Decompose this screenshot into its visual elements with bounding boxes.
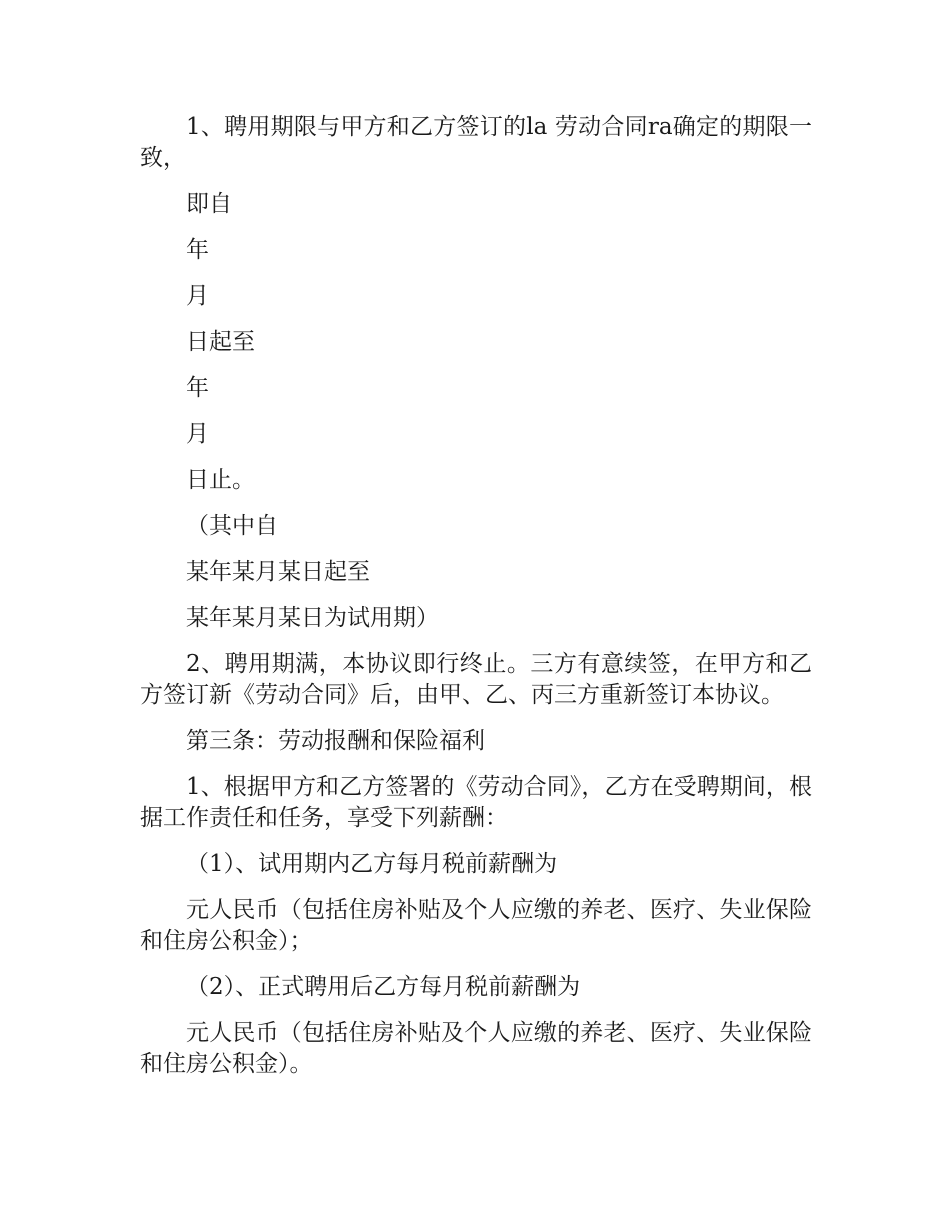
pay-item-paragraph: （2）、正式聘用后乙方每月税前薪酬为 [186, 974, 581, 1000]
date-fragment: 月 [186, 283, 209, 309]
clause-term-paragraph: 1、聘用期限与甲方和乙方签订的la 劳动合同ra确定的期限一致， [140, 114, 812, 171]
pay-detail-paragraph: 元人民币（包括住房补贴及个人应缴的养老、医疗、失业保险和住房公积金）。 [140, 1020, 812, 1077]
document-body [140, 112, 812, 1095]
clause-pay-paragraph: 1、根据甲方和乙方签署的《劳动合同》，乙方在受聘期间，根据工作责任和任务，享受下列薪酬： [140, 774, 812, 831]
pay-item-paragraph: （1）、试用期内乙方每月税前薪酬为 [186, 851, 558, 877]
date-fragment: 月 [186, 421, 209, 447]
article-heading: 第三条：劳动报酬和保险福利 [186, 728, 485, 754]
date-fragment: 日止。 [186, 467, 255, 493]
date-fragment: 日起至 [186, 329, 255, 355]
pay-detail-paragraph: 元人民币（包括住房补贴及个人应缴的养老、医疗、失业保险和住房公积金）； [140, 897, 812, 954]
clause-renewal-paragraph: 2、聘用期满，本协议即行终止。三方有意续签，在甲方和乙方签订新《劳动合同》后，由甲、乙、丙三方重新签订本协议。 [140, 651, 812, 708]
date-fragment: 年 [186, 237, 209, 263]
probation-fragment: 某年某月某日起至 [186, 559, 370, 585]
date-fragment: 即自 [186, 191, 232, 217]
probation-fragment: （其中自 [186, 513, 278, 539]
date-fragment: 年 [186, 375, 209, 401]
probation-fragment: 某年某月某日为试用期） [186, 605, 439, 631]
